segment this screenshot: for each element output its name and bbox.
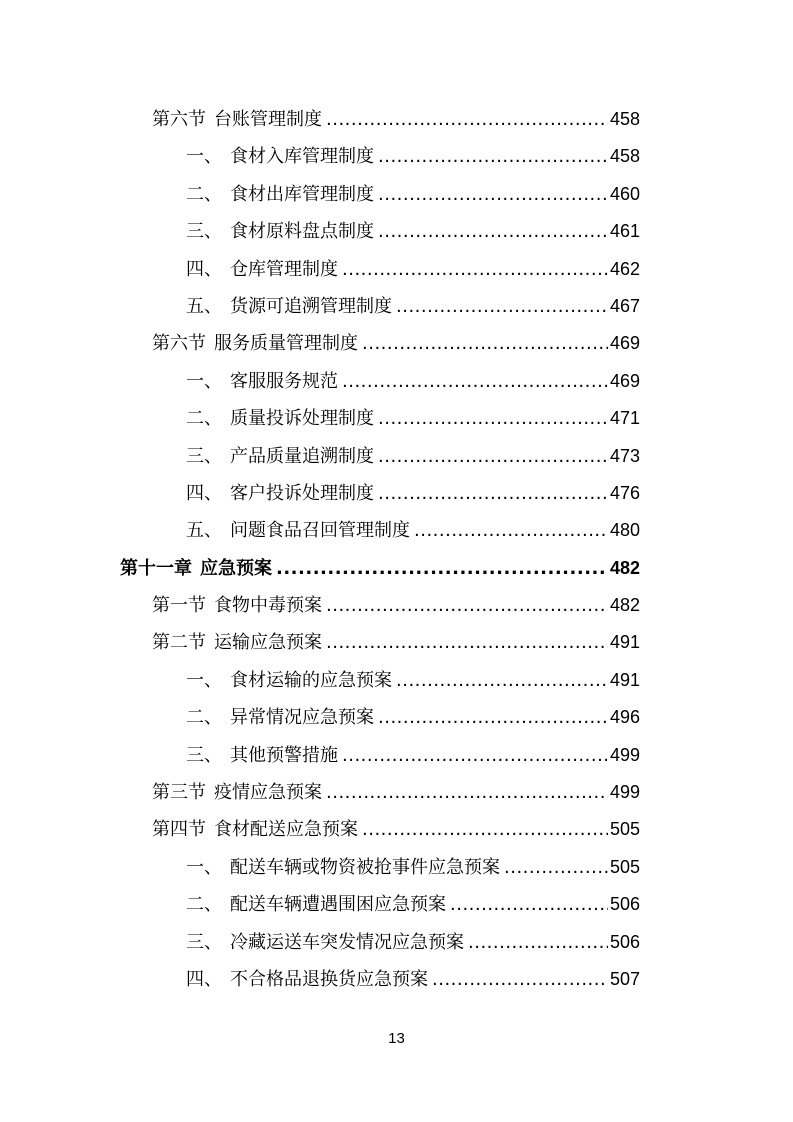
toc-entry-title (186, 251, 338, 288)
toc-entry-page: 506 (609, 894, 640, 915)
toc-entry-number: 四、 (186, 482, 222, 504)
toc-entry[interactable] (0, 961, 793, 998)
toc-entry[interactable] (0, 438, 793, 475)
toc-entry[interactable] (0, 512, 793, 549)
toc-entry[interactable] (0, 176, 793, 213)
toc-entry[interactable] (0, 811, 793, 848)
toc-entry-label: 食材原料盘点制度 (230, 221, 374, 243)
toc-entry-number: 三、 (186, 221, 222, 243)
toc-entry-label: 食物中毒预案 (214, 595, 322, 617)
dot-leader (504, 849, 608, 886)
toc-entry-page: 499 (609, 782, 640, 803)
toc-entry-title (186, 363, 338, 400)
toc-entry-label: 应急预案 (200, 557, 272, 579)
toc-entry-page: 460 (609, 183, 640, 204)
dot-leader (378, 475, 608, 512)
toc-entry-label: 台账管理制度 (214, 109, 322, 130)
toc-entry-page: 461 (609, 221, 640, 242)
dot-leader (396, 288, 608, 325)
dot-leader (468, 924, 608, 961)
toc-entry-number: 一、 (186, 146, 222, 168)
toc-entry-page: 480 (609, 520, 640, 541)
toc-entry[interactable] (0, 849, 793, 886)
toc-entry-title (186, 475, 374, 512)
toc-entry-title (186, 512, 410, 549)
toc-entry[interactable] (0, 251, 793, 288)
toc-entry[interactable] (0, 400, 793, 437)
toc-entry-title (152, 587, 322, 624)
toc-entry-label: 客户投诉处理制度 (230, 482, 374, 504)
toc-entry-label: 仓库管理制度 (230, 258, 338, 280)
toc-entry-page: 471 (609, 408, 640, 429)
table-of-contents (0, 101, 793, 998)
toc-entry-number: 三、 (186, 445, 222, 467)
toc-entry-number: 第四节 (152, 819, 206, 841)
toc-entry-label: 食材配送应急预案 (214, 819, 358, 841)
toc-entry-page: 505 (609, 819, 640, 840)
toc-entry-label: 食材入库管理制度 (230, 146, 374, 168)
dot-leader (378, 176, 608, 213)
toc-entry-label: 客服服务规范 (230, 370, 338, 392)
toc-entry-number: 五、 (186, 295, 222, 317)
toc-entry-label: 食材运输的应急预案 (230, 669, 392, 691)
toc-entry-number: 二、 (186, 894, 222, 916)
toc-entry-page: 458 (609, 109, 640, 129)
dot-leader (326, 101, 608, 138)
toc-entry-page: 482 (609, 557, 640, 578)
dot-leader (342, 251, 608, 288)
toc-entry-number: 一、 (186, 669, 222, 691)
toc-entry-title (186, 176, 374, 213)
dot-leader (396, 662, 608, 699)
toc-entry-label: 其他预警措施 (230, 744, 338, 766)
toc-entry-page: 496 (609, 707, 640, 728)
toc-entry-title (186, 213, 374, 250)
toc-entry[interactable] (0, 886, 793, 923)
dot-leader (432, 961, 608, 998)
toc-entry-page: 507 (609, 968, 640, 989)
toc-entry[interactable] (0, 550, 793, 587)
toc-entry-title (152, 811, 358, 848)
toc-entry-title (186, 886, 446, 923)
toc-entry-number: 第三节 (152, 782, 206, 804)
toc-entry-number: 五、 (186, 520, 222, 542)
toc-entry-page: 469 (609, 333, 640, 354)
dot-leader (342, 737, 608, 774)
toc-entry-title (152, 624, 322, 661)
toc-entry-title (186, 662, 392, 699)
toc-entry-page: 458 (609, 146, 640, 167)
dot-leader (378, 438, 608, 475)
dot-leader (342, 363, 608, 400)
toc-entry-title (186, 138, 374, 175)
dot-leader (378, 699, 608, 736)
toc-entry-number: 一、 (186, 856, 222, 878)
toc-entry-number: 二、 (186, 707, 222, 729)
toc-entry-title (152, 774, 322, 811)
toc-entry-number: 二、 (186, 183, 222, 205)
toc-entry-number: 第一节 (152, 595, 206, 617)
toc-entry[interactable] (0, 288, 793, 325)
toc-entry-page: 491 (609, 669, 640, 690)
dot-leader (326, 624, 608, 661)
toc-entry-page: 482 (609, 595, 640, 616)
toc-entry[interactable] (0, 924, 793, 961)
toc-entry-page: 499 (609, 744, 640, 765)
dot-leader (326, 587, 608, 624)
toc-entry-number: 第十一章 (120, 557, 192, 579)
toc-entry[interactable] (0, 587, 793, 624)
toc-entry-title (186, 961, 428, 998)
toc-entry[interactable] (0, 662, 793, 699)
toc-entry-number: 第六节 (152, 333, 206, 355)
toc-entry[interactable] (0, 774, 793, 811)
toc-entry[interactable] (0, 325, 793, 362)
toc-entry-title (152, 325, 358, 362)
toc-entry-number: 四、 (186, 968, 222, 990)
toc-entry[interactable] (0, 138, 793, 175)
toc-entry-number: 三、 (186, 744, 222, 766)
toc-entry-label: 配送车辆遭遇围困应急预案 (230, 894, 446, 916)
dot-leader (326, 774, 608, 811)
dot-leader (378, 138, 608, 175)
toc-entry[interactable] (0, 475, 793, 512)
toc-entry-page: 491 (609, 632, 640, 653)
toc-entry-label: 货源可追溯管理制度 (230, 295, 392, 317)
toc-entry-label: 产品质量追溯制度 (230, 445, 374, 467)
toc-entry-label: 服务质量管理制度 (214, 333, 358, 355)
toc-entry-number: 二、 (186, 408, 222, 430)
toc-entry-title (186, 400, 374, 437)
toc-entry-label: 质量投诉处理制度 (230, 408, 374, 430)
toc-entry-number: 第二节 (152, 632, 206, 654)
toc-entry-label: 异常情况应急预案 (230, 707, 374, 729)
toc-entry-page: 462 (609, 258, 640, 279)
toc-entry-title (186, 737, 338, 774)
toc-entry-page: 469 (609, 370, 640, 391)
toc-entry-title (186, 699, 374, 736)
toc-entry-number: 一、 (186, 370, 222, 392)
toc-entry-label: 问题食品召回管理制度 (230, 520, 410, 542)
toc-entry-label: 配送车辆或物资被抢事件应急预案 (230, 856, 500, 878)
dot-leader (378, 213, 608, 250)
toc-entry[interactable] (0, 699, 793, 736)
toc-entry-title (152, 101, 322, 138)
toc-entry-page: 476 (609, 482, 640, 503)
dot-leader (414, 512, 608, 549)
dot-leader (450, 886, 608, 923)
toc-entry[interactable] (0, 213, 793, 250)
toc-entry-page: 473 (609, 445, 640, 466)
toc-entry-title (186, 288, 392, 325)
toc-entry-label: 不合格品退换货应急预案 (230, 968, 428, 990)
toc-entry-number: 三、 (186, 931, 222, 953)
dot-leader (378, 400, 608, 437)
page-number: 13 (388, 1030, 405, 1047)
toc-entry-label: 食材出库管理制度 (230, 183, 374, 205)
toc-entry-label: 疫情应急预案 (214, 782, 322, 804)
toc-entry[interactable] (0, 363, 793, 400)
dot-leader (362, 811, 608, 848)
toc-entry[interactable] (0, 624, 793, 661)
toc-entry-page: 505 (609, 856, 640, 877)
dot-leader (362, 325, 608, 362)
toc-entry-title (186, 849, 500, 886)
toc-entry-number: 第六节 (152, 109, 206, 130)
toc-entry-label: 冷藏运送车突发情况应急预案 (230, 931, 464, 953)
toc-entry-title (186, 924, 464, 961)
toc-entry[interactable] (0, 101, 793, 138)
toc-entry-title (120, 550, 272, 587)
toc-entry-label: 运输应急预案 (214, 632, 322, 654)
toc-entry-title (186, 438, 374, 475)
toc-entry-page: 467 (609, 295, 640, 316)
toc-entry-page: 506 (609, 931, 640, 952)
toc-entry-number: 四、 (186, 258, 222, 280)
dot-leader (276, 550, 608, 587)
toc-entry[interactable] (0, 737, 793, 774)
